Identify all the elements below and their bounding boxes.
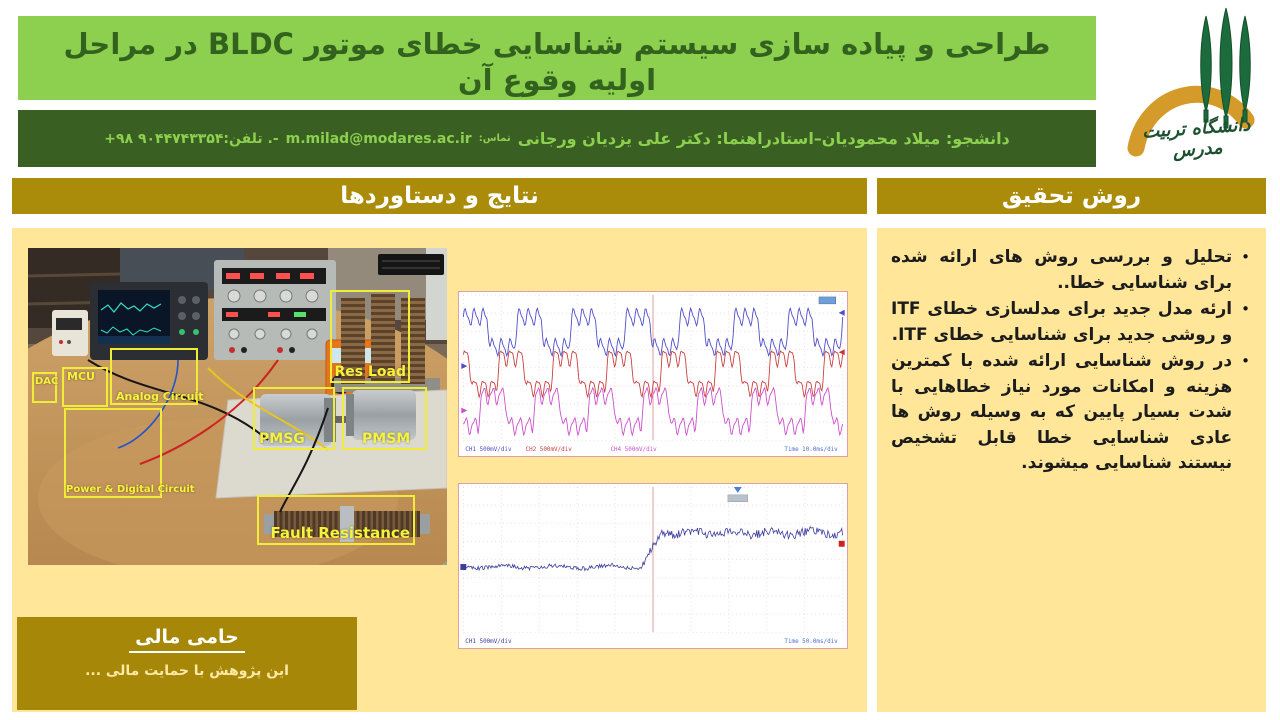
bullet-dot-icon: • [1241, 352, 1250, 370]
svg-text:CH1 500mV/div: CH1 500mV/div [465, 639, 512, 646]
photo-annotation-box [342, 387, 427, 450]
annotation-label: PMSM [362, 431, 411, 447]
annotation-label: MCU [67, 370, 95, 383]
sponsor-body: این پژوهش با حمایت مالی ... [85, 663, 289, 679]
annotation-label: Res Load [334, 364, 406, 380]
photo-annotation-box [257, 495, 415, 545]
logo-calligraphy: دانشگاه تربیت مدرس [1141, 114, 1251, 162]
bullet-dot-icon: • [1241, 300, 1250, 318]
method-header-text: روش تحقیق [1001, 183, 1142, 209]
photo-annotation-box [110, 348, 204, 405]
email-text: m.milad@modares.ac.ir [285, 130, 472, 147]
scope-capture-phase-currents [458, 291, 848, 457]
annotation-label: Fault Resistance [270, 524, 410, 542]
sponsor-header: حامی مالی [129, 626, 245, 653]
method-section-header [877, 178, 1266, 214]
sponsor-box [17, 617, 357, 710]
annotation-label: DAC [35, 376, 59, 387]
results-header-text: نتایج و دستاوردها [340, 183, 539, 209]
phone-text: -. تلفن:۹۰۴۴۷۴۳۳۵۴ ۹۸+ [104, 130, 279, 147]
method-bullet-list [877, 228, 1266, 477]
photo-annotation-box [62, 367, 108, 407]
page-title: طراحی و پیاده سازی سیستم شناسایی خطای موتور BLDC در مراحل اولیه وقوع آن [63, 27, 1051, 98]
photo-annotation-box [64, 408, 195, 498]
annotation-label: Analog Circuit [116, 390, 204, 403]
results-panel [12, 228, 867, 712]
photo-annotation-box [32, 372, 57, 403]
results-section-header [12, 178, 867, 214]
bullet-item [891, 245, 1250, 296]
annotation-label: Power & Digital Circuit [66, 484, 195, 495]
bullet-text: تحلیل و بررسی روش های ارائه شده برای شناسایی خطا.. [891, 247, 1233, 293]
bullet-text: در روش شناسایی ارائه شده با کمترین هزینه و امکانات مورد نیاز خطاهایی با شدت بسیار پایین که به وسیله روش ها عادی شناسایی خطا قابل تشخیص نیستند شناسایی میشوند. [891, 351, 1233, 473]
svg-text:CH1 500mV/div: CH1 500mV/div [465, 447, 512, 454]
experiment-photo [28, 248, 447, 565]
photo-annotation-box [253, 387, 335, 450]
photo-annotation-box [330, 290, 410, 383]
bullet-text: ارئه مدل جدید برای مدلسازی خطای ITF و روشی جدید برای شناسایی خطای ITF. [891, 299, 1233, 345]
bullet-item [891, 349, 1250, 477]
svg-text:CH4 500mV/div: CH4 500mV/div [610, 447, 657, 454]
contact-label: تماس: [478, 133, 511, 144]
method-panel [877, 228, 1266, 712]
svg-text:Time 50.0ms/div: Time 50.0ms/div [784, 639, 838, 646]
authors-text: دانشجو: میلاد محمودیان–استادراهنما: دکتر علی یزدیان ورجانی [517, 129, 1010, 148]
annotation-label: PMSG [259, 431, 305, 447]
bullet-dot-icon: • [1241, 248, 1250, 266]
university-logo [1114, 0, 1280, 176]
scope-capture-1-graphic [459, 292, 847, 456]
svg-text:Time 10.0ms/div: Time 10.0ms/div [784, 447, 838, 454]
scope-capture-fault-index [458, 483, 848, 649]
bullet-item [891, 297, 1250, 348]
svg-text:CH2 500mV/div: CH2 500mV/div [525, 447, 572, 454]
title-banner [18, 16, 1096, 100]
scope-capture-2-graphic [459, 484, 847, 648]
logo-trees-icon [1201, 8, 1251, 128]
info-banner [18, 110, 1096, 167]
